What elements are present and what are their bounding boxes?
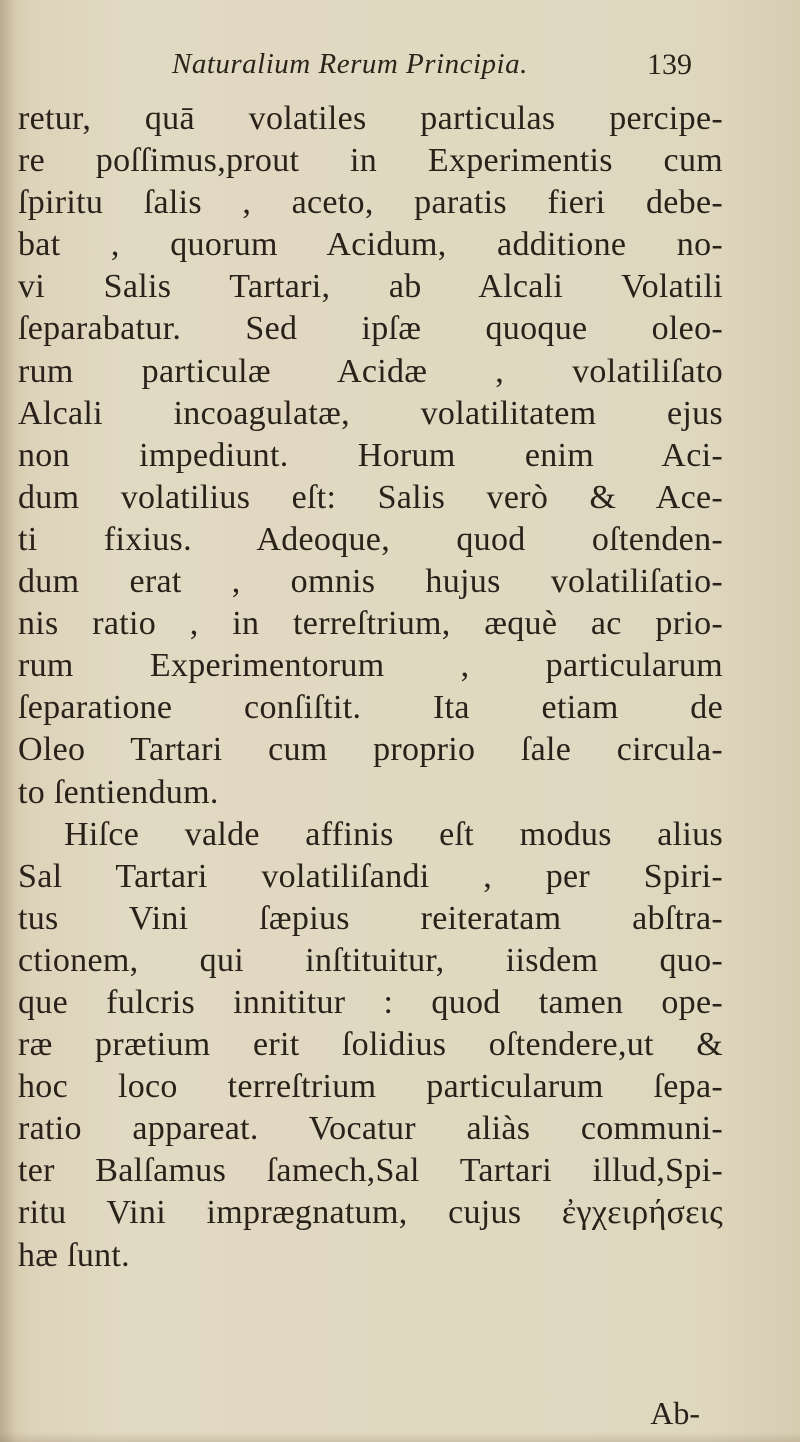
text-line: Hiſce valde affinis eſt modus alius bbox=[64, 815, 723, 853]
body-text bbox=[18, 98, 723, 1277]
text-line: non impediunt. Horum enim Aci- bbox=[18, 436, 723, 474]
text-line: to ſentiendum. bbox=[18, 773, 219, 811]
text-line: vi Salis Tartari, ab Alcali Volatili bbox=[18, 268, 723, 306]
text-line: re poſſimus,prout in Experimentis cum bbox=[18, 142, 723, 180]
text-line: ſpiritu ſalis , aceto, paratis fieri debe- bbox=[18, 184, 723, 222]
text-line: nis ratio , in terreſtrium, æquè ac prio- bbox=[18, 605, 723, 643]
text-line: hæ ſunt. bbox=[18, 1236, 130, 1274]
page-header bbox=[172, 48, 692, 88]
text-line: ritu Vini imprægnatum, cujus ἐγχειρήσεις bbox=[18, 1194, 723, 1232]
text-line: rum Experimentorum , particularum bbox=[18, 647, 723, 685]
text-line: dum erat , omnis hujus volatiliſatio- bbox=[18, 563, 723, 601]
text-line: tus Vini ſæpius reiteratam abſtra- bbox=[18, 899, 723, 937]
text-line: ſeparabatur. Sed ipſæ quoque oleo- bbox=[18, 310, 723, 348]
text-line: Oleo Tartari cum proprio ſale circula- bbox=[18, 731, 723, 769]
text-line: ſeparatione conſiſtit. Ita etiam de bbox=[18, 689, 723, 727]
text-line: rum particulæ Acidæ , volatiliſato bbox=[18, 352, 723, 390]
page-shadow bbox=[0, 1432, 800, 1442]
text-line: ctionem, qui inſtituitur, iisdem quo- bbox=[18, 941, 723, 979]
text-line: ti fixius. Adeoque, quod oſtenden- bbox=[18, 520, 723, 558]
text-line: Alcali incoagulatæ, volatilitatem ejus bbox=[18, 394, 723, 432]
text-line: hoc loco terreſtrium particularum ſepa- bbox=[18, 1068, 723, 1106]
page-number: 139 bbox=[647, 48, 692, 81]
text-line: que fulcris innititur : quod tamen ope- bbox=[18, 983, 723, 1021]
page-gutter bbox=[0, 0, 14, 1442]
text-line: bat , quorum Acidum, additione no- bbox=[18, 226, 723, 264]
text-line: dum volatilius eſt: Salis verò & Ace- bbox=[18, 478, 723, 516]
catchword: Ab- bbox=[650, 1395, 700, 1431]
text-line: ræ prætium erit ſolidius oſtendere,ut & bbox=[18, 1026, 723, 1064]
text-line: Sal Tartari volatiliſandi , per Spiri- bbox=[18, 857, 723, 895]
text-line: ratio appareat. Vocatur aliàs communi- bbox=[18, 1110, 723, 1148]
text-line: retur, quā volatiles particulas percipe- bbox=[18, 100, 723, 137]
text-line: ter Balſamus ſamech,Sal Tartari illud,Spi- bbox=[18, 1152, 723, 1190]
running-title: Naturalium Rerum Principia. bbox=[172, 48, 528, 80]
